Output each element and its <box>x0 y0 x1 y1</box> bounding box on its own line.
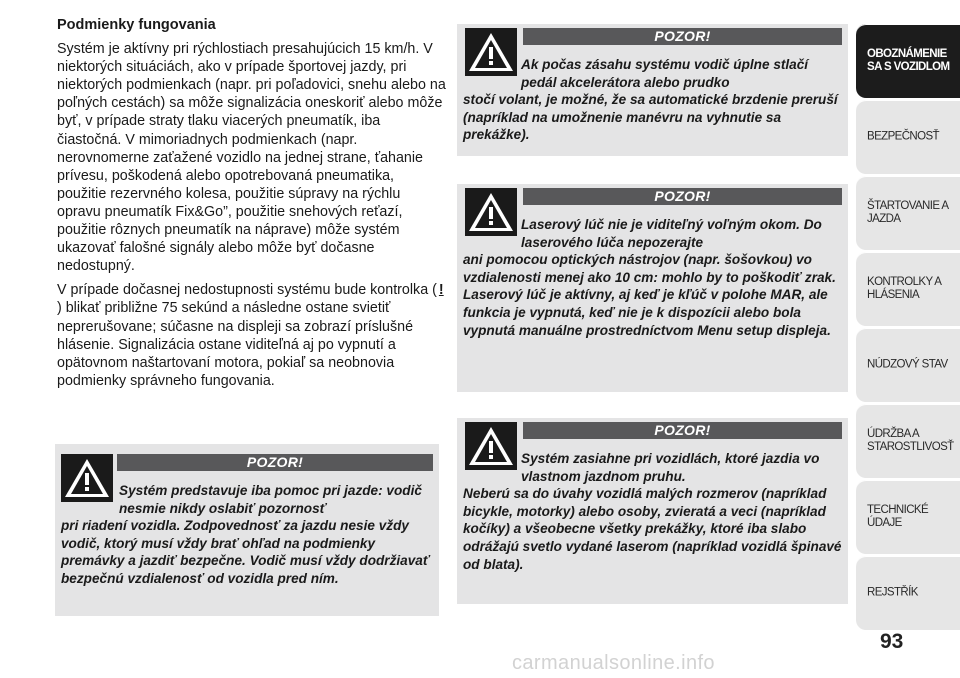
tab-udrzba[interactable]: ÚDRŽBA A STAROSTLIVOSŤ <box>856 404 960 478</box>
watermark: carmanualsonline.info <box>512 652 715 674</box>
tab-startovanie[interactable]: ŠTARTOVANIE A JAZDA <box>856 176 960 250</box>
warning-header: POZOR! <box>523 422 842 439</box>
warning-box-accelerator <box>457 24 848 156</box>
page-number: 93 <box>880 630 904 653</box>
body-text-column <box>57 16 447 396</box>
paragraph-unavailability: V prípade dočasnej nedostupnosti systému bude kontrolka ( !) blikať približne 75 sekúnd a následne ostane svietiť neprerušovane; súčasne na displeji sa zobrazí príslušné hlásenie. Signalizácia ostane viditeľná aj po vypnutí a opätovnom naštartovaní motora, pokiaľ sa neobnovia podmienky správneho fungovania. <box>57 282 444 389</box>
warning-box-laser <box>457 184 848 392</box>
paragraph-conditions: Systém je aktívny pri rýchlostiach presahujúcich 15 km/h. V niektorých situáciách, ako v prípade športovej jazdy, pri niektorých podmienkach (napr. pri poľadovici, snehu alebo na poľných cestách) sa môže signalizácia oneskoriť alebo môže byť, v prípade straty tlaku viacerých pneumatík, iba čiastočná. V mimoriadnych podmienkach (napr. nerovnomerne zaťažené vozidlo na jednej strane, ťahanie prívesu, poškodená alebo opotrebovaná pneumatika, použitie rezervného kolesa, použitie súpravy na rýchlu opravu pneumatík Fix&Go”, použitie snehových reťazí, použitie rôznych pneumatík na nápravе) môže systém ukazovať falošné signály alebo môže byť dočasne nedostupný. <box>57 41 446 275</box>
tab-oboznamenie[interactable]: OBOZNÁMENIE SA S VOZIDLOM <box>856 24 960 98</box>
section-heading: Podmienky fungovania <box>57 17 216 33</box>
warning-text: Systém predstavuje iba pomoc pri jazde: vodič nesmie nikdy oslabiť pozornosť pri riadení vozidla. Zodpovednosť za jazdu nesie vždy vodič, ktorý musí vždy brať ohľad na podmienky premávky a jazdiť bezpečne. Vodič musí vždy dodržiavať bezpečnú vzdialenosť od vozidla pred ním. <box>61 483 430 586</box>
warning-text: Ak počas zásahu systému vodič úplne stlačí pedál akcelerátora alebo prudko stočí volant, je možné, že sa automatické brzdenie preruší (napríklad na umožnenie manévru na vyhnutie sa prekážke). <box>463 57 838 143</box>
tab-nudzovy-stav[interactable]: NÚDZOVÝ STAV <box>856 328 960 402</box>
tab-kontrolky[interactable]: KONTROLKY A HLÁSENIA <box>856 252 960 326</box>
warning-light-icon: ! <box>438 282 444 299</box>
warning-header: POZOR! <box>523 28 842 45</box>
tab-rejstrik[interactable]: REJSTŘÍK <box>856 556 960 630</box>
tab-bezpecnost[interactable]: BEZPEČNOSŤ <box>856 100 960 174</box>
warning-text: Systém zasiahne pri vozidlách, ktoré jazdia vo vlastnom jazdnom pruhu. Neberú sa do úvahy vozidlá malých rozmerov (napríklad bicykle, motorky) alebo osoby, zvieratá a veci (napríklad kočíky) a všeobecne všetky prekážky, ktoré iba slabo odrážajú svetlo vydané laserom (napríklad vozidlá špinavé od blata). <box>463 451 842 572</box>
warning-header: POZOR! <box>523 188 842 205</box>
warning-box-detection-limits <box>457 418 848 604</box>
warning-text: Laserový lúč nie je viditeľný voľným okom. Do laserového lúča nepozerajte ani pomocou optických nástrojov (napr. šošovkou) vo vzdialenosti menej ako 10 cm: mohlo by to poškodiť zrak. Laserový lúč je aktívny, aj keď je kľúč v polohe MAR, ale funkcia je vypnutá, keď nie je k dispozícii alebo bola vypnutá manuálne prostredníctvom Menu setup displeja. <box>463 217 836 338</box>
warning-box-driver-attention <box>55 444 439 616</box>
warning-header: POZOR! <box>117 454 433 471</box>
tab-technicke-udaje[interactable]: TECHNICKÉ ÚDAJE <box>856 480 960 554</box>
